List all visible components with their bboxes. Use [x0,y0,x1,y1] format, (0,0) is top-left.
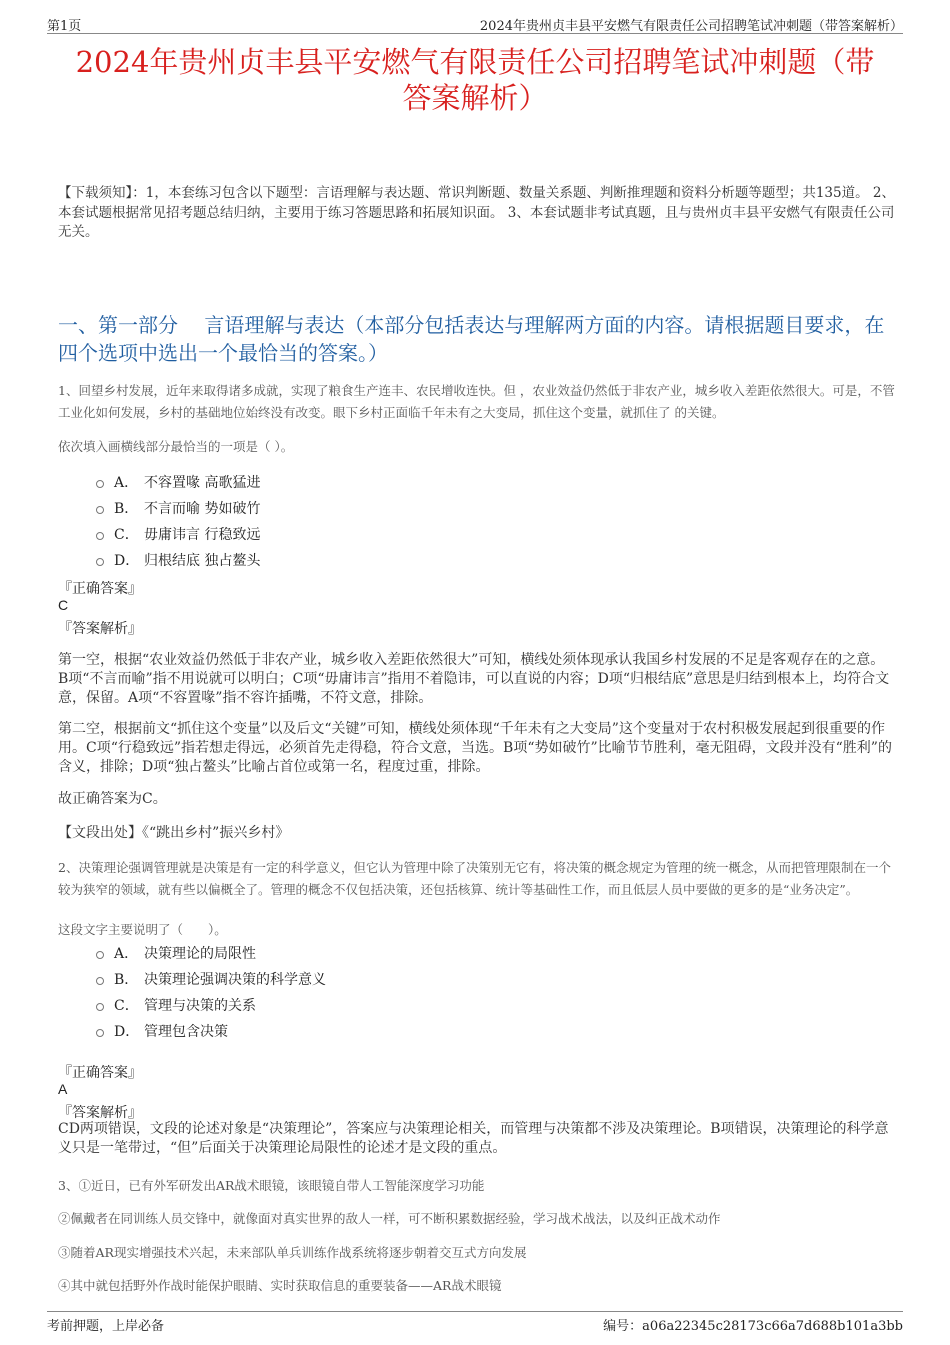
section-heading: 一、第一部分 言语理解与表达（本部分包括表达与理解两方面的内容。请根据题目要求，在四个选项中选出一个最恰当的答案。） [58,313,885,365]
q2-option-a[interactable] [96,943,256,963]
option-text: 决策理论的局限性 [144,946,256,962]
q1-answer-label: 『正确答案』 [58,581,142,597]
q1-source: 【文段出处】《“跳出乡村”振兴乡村》 [58,825,290,841]
q3-sentence-1: 3、①近日，已有外军研发出AR战术眼镜，该眼镜自带人工智能深度学习功能 [58,1178,485,1193]
q2-option-c[interactable] [96,995,256,1015]
page-number: 第1页 [47,19,82,34]
q2-answer: A [58,1081,68,1097]
q2-analysis: CD两项错误，文段的论述对象是“决策理论”，答案应与决策理论相关，而管理与决策都不涉及决策理论。B项错误，决策理论的科学意义只是一笔带过，“但”后面关于决策理论局限性的论述才是文段的重点。 [58,1121,889,1156]
option-text: 不容置喙 高歌猛进 [144,475,261,491]
option-text: 归根结底 独占鳌头 [144,553,261,569]
option-letter: B． [114,501,139,517]
radio-icon[interactable] [96,1029,104,1037]
q2-prompt: 这段文字主要说明了（ ）。 [58,922,227,937]
header-doc-title: 2024年贵州贞丰县平安燃气有限责任公司招聘笔试冲刺题（带答案解析） [479,19,903,34]
option-letter: D． [114,1024,140,1040]
radio-icon[interactable] [96,951,104,959]
page-title-line1: 2024年贵州贞丰县平安燃气有限责任公司招聘笔试冲刺题（带 [75,45,875,79]
option-letter: C． [114,527,139,543]
radio-icon[interactable] [96,532,104,540]
option-text: 不言而喻 势如破竹 [144,501,261,517]
q2-analysis-label: 『答案解析』 [58,1105,142,1121]
q1-option-b[interactable] [96,498,260,518]
q1-option-a[interactable] [96,472,260,492]
download-notice: 【下载须知】：1，本套练习包含以下题型：言语理解与表达题、常识判断题、数量关系题、判断推理题和资料分析题等题型；共135道。 2、本套试题根据常见招考题总结归纳，主要用于练习答题思路和拓展知识面。 3、本套试题非考试真题，且与贵州贞丰县平安燃气有限责任公司无关。 [58,185,895,240]
q1-option-d[interactable] [96,550,260,570]
q1-prompt: 依次填入画横线部分最恰当的一项是（ ）。 [58,439,294,454]
footer-divider [47,1311,903,1312]
q2-stem: 2、决策理论强调管理就是决策是有一定的科学意义，但它认为管理中除了决策别无它有，将决策的概念规定为管理的统一概念，从而把管理限制在一个较为狭窄的领域，就有些以偏概全了。管理的概念不仅包括决策，还包括核算、统计等基础性工作，而且低层人员中要做的更多的是“业务决定”。 [58,860,891,897]
q1-stem: 1、回望乡村发展，近年来取得诸多成就，实现了粮食生产连丰、农民增收连快。但 ，农业效益仍然低于非农产业，城乡收入差距依然很大。可是，不管工业化如何发展，乡村的基础地位始终没有改变。眼下乡村正面临千年未有之大变局，抓住这个变量，就抓住了 的关键。 [58,383,895,420]
option-letter: B． [114,972,139,988]
radio-icon[interactable] [96,506,104,514]
option-text: 管理与决策的关系 [144,998,256,1014]
q1-analysis-p2: 第二空，根据前文“抓住这个变量”以及后文“关键”可知，横线处须体现“千年未有之大变局”这个变量对于农村积极发展起到很重要的作用。C项“行稳致远”指若想走得远，必须首先走得稳，符合文意，当选。B项“势如破竹”比喻节节胜利，毫无阻碍，文段并没有“胜利”的含义，排除；D项“独占鳌头”比喻占首位或第一名，程度过重，排除。 [58,721,892,775]
option-text: 决策理论强调决策的科学意义 [144,972,326,988]
q3-sentence-3: ③随着AR现实增强技术兴起，未来部队单兵训练作战系统将逐步朝着交互式方向发展 [58,1245,527,1260]
q3-sentence-4: ④其中就包括野外作战时能保护眼睛、实时获取信息的重要装备——AR战术眼镜 [58,1278,502,1293]
q1-answer: C [58,597,69,613]
footer-doc-id: 编号：a06a22345c28173c66a7d688b101a3bb [603,1319,903,1334]
radio-icon[interactable] [96,480,104,488]
q1-option-c[interactable] [96,524,260,544]
q2-answer-label: 『正确答案』 [58,1065,142,1081]
q1-analysis-label: 『答案解析』 [58,621,142,637]
q2-option-b[interactable] [96,969,326,989]
q1-analysis-p1: 第一空，根据“农业效益仍然低于非农产业，城乡收入差距依然很大”可知，横线处须体现承认我国乡村发展的不足是客观存在的之意。B项“不言而喻”指不用说就可以明白；C项“毋庸讳言”指用不着隐讳，可以直说的内容；D项“归根结底”意思是归结到根本上，均符合文意，保留。A项“不容置喙”指不容许插嘴，不符文意，排除。 [58,652,890,706]
option-text: 毋庸讳言 行稳致远 [144,527,261,543]
radio-icon[interactable] [96,1003,104,1011]
option-letter: C． [114,998,139,1014]
page-title [47,44,903,116]
option-letter: D． [114,553,140,569]
option-letter: A． [114,475,139,491]
option-letter: A． [114,946,139,962]
header-divider [47,33,903,34]
radio-icon[interactable] [96,977,104,985]
radio-icon[interactable] [96,558,104,566]
option-text: 管理包含决策 [144,1024,228,1040]
q1-conclusion: 故正确答案为C。 [58,791,167,807]
q2-option-d[interactable] [96,1021,228,1041]
q3-sentence-2: ②佩戴者在同训练人员交锋中，就像面对真实世界的敌人一样，可不断积累数据经验，学习战术战法，以及纠正战术动作 [58,1211,721,1226]
page-title-line2: 答案解析） [402,81,548,115]
footer-slogan: 考前押题，上岸必备 [47,1319,165,1334]
